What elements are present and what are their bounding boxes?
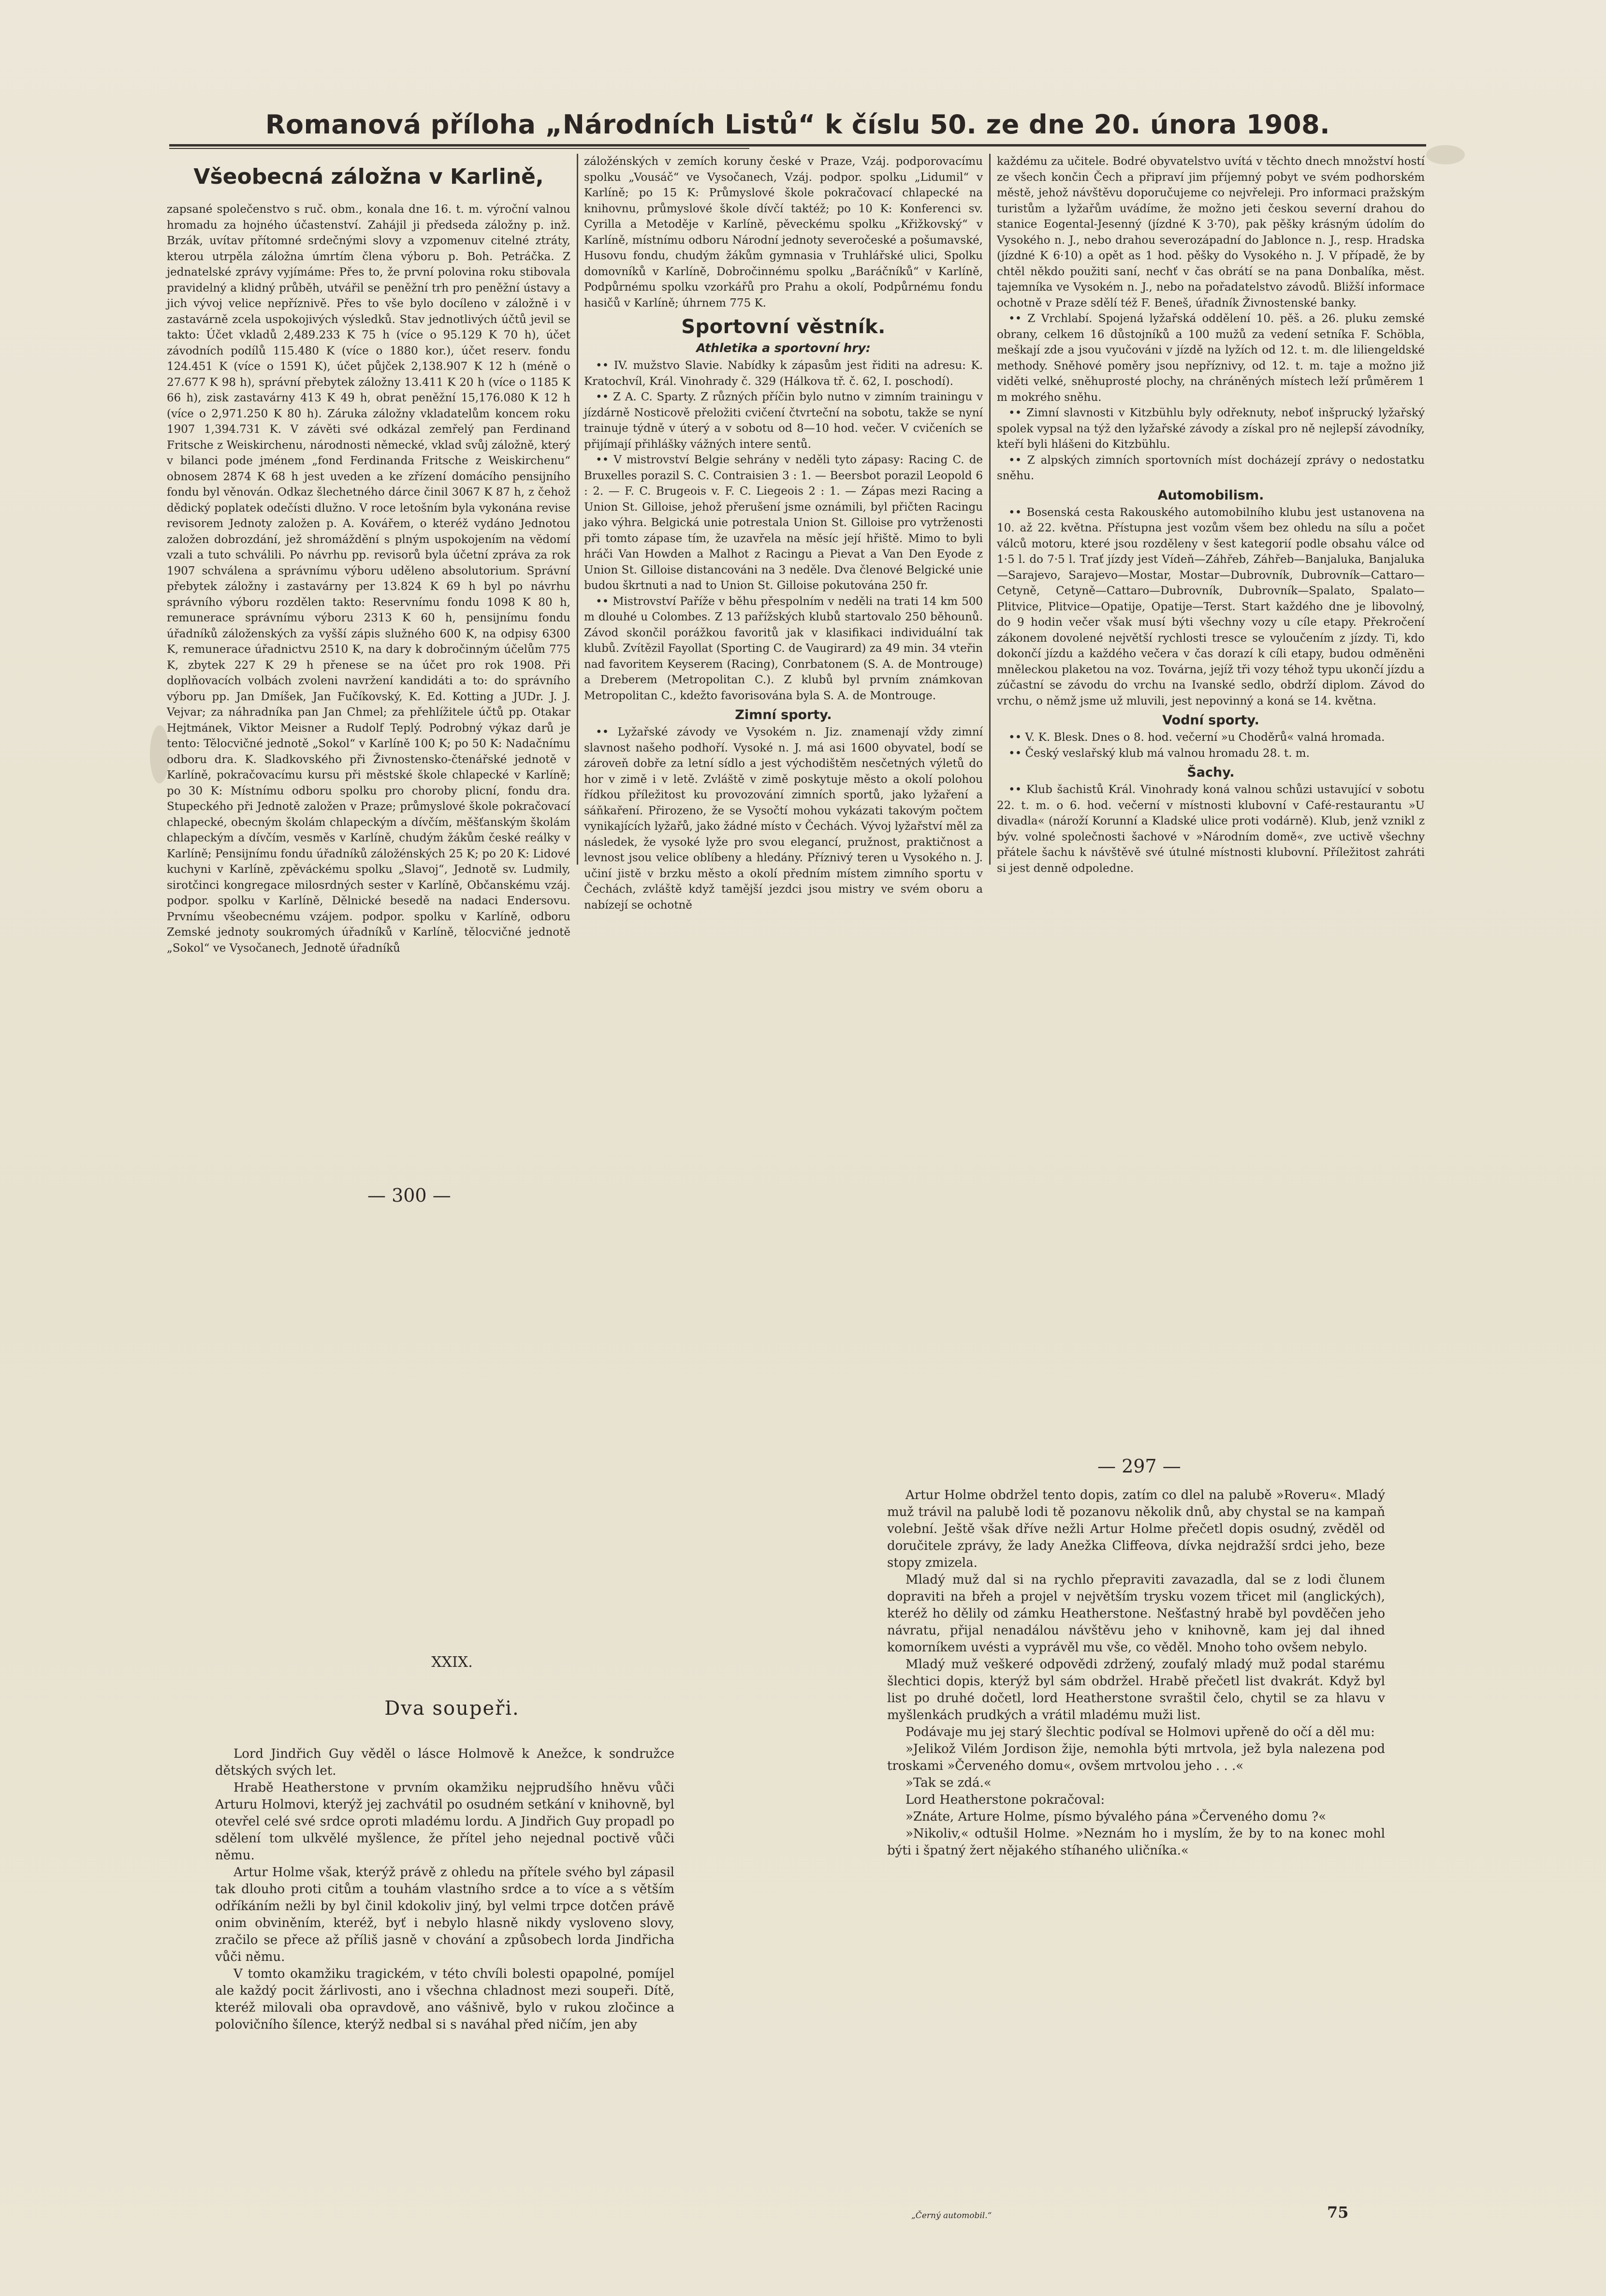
folio-right: — 297 — bbox=[1097, 1456, 1181, 1477]
news-item: •• Český veslařský klub má valnou hromadu 28. t. m. bbox=[1008, 747, 1310, 760]
novel-paragraph: Hrabě Heatherstone v prvním okamžiku nejprudšího hněvu vůči Arturu Holmovi, kterýž jej zachvátil po osudném setkání v knihovně, byl otevřel celé své srdce oproti mladému lordu. A Jindřich Guy propadl po sdělení tom ulkvělé myšlence, že přítel jeho nejednal poctivě vůči němu. bbox=[215, 1781, 674, 1863]
column-divider bbox=[989, 154, 991, 865]
novel-text-right bbox=[887, 1487, 1385, 2198]
news-item: •• Z Vrchlabí. Spojená lyžařská oddělení 10. pěš. a 26. pluku zemské obrany, celkem 16 důstojníků a 100 mužů za vedení setníka F. Schöbla, meškají zde a jsou vyučováni v jízdě na lyžích od 12. t. m. dle liliengeldské methody. Sněhové poměry jsou nepříznivy, od 12. t. m. taje a možno již viděti velké, sněhuprosté plochy, na chráněných místech leží průměrem 1 m mokrého sněhu. bbox=[997, 312, 1425, 404]
novel-paragraph: Artur Holme obdržel tento dopis, zatím co dlel na palubě »Roveru«. Mladý muž trávil na palubě lodi tě pozanovu několik dnů, aby chystal se na kampaň volební. Ještě však dříve nežli Artur Holme přečetl dopis osudný, zvěděl od doručitele zprávy, že lady Anežka Cliffeova, dívka nejdražší srdci jeho, beze stopy zmizela. bbox=[887, 1488, 1385, 1570]
news-item: •• Mistrovství Paříže v běhu přespolním v neděli na trati 14 km 500 m dlouhé u Colombes. Z 13 pařížských klubů startovalo 250 běhounů. Závod skončil porážkou favoritů jak v klasifikaci individuální tak klubů. Zvítězil Fayollat (Sporting C. de Vaugirard) za 49 min. 34 vteřin nad favoritem Keyserem (Racing), Conrbatonem (S. A. de Montrouge) a Dreberem (Metropolitan C.). Z klubů byl prvním známkovan Metropolitan C., kdežto favorisována byla S. A. de Montrouge. bbox=[584, 595, 983, 702]
novel-paragraph: V tomto okamžiku tragickém, v této chvíli bolesti opapolné, pomíjel ale každý pocit žárlivosti, ano i všechna chladnost mezi soupeři. Dítě, kteréž milovali oba opravdově, ano vášnivě, bylo v rukou zločince a polovičního šílence, kterýž nedbal si s naváhal před ničím, jen aby bbox=[215, 1967, 674, 2032]
article-paragraph: záložénských v zemích koruny české v Praze, Vzáj. podporovacímu spolku „Vousáč“ ve Vysočanech, Vzáj. podpor. spolku „Lidumil“ v Karlíně; po 15 K: Průmyslové škole pokračovací chlapecké na knihovnu, průmyslové škole dívčí taktéž; po 10 K: Konferenci sv. Cyrilla a Metoděje v Karlíně, pěveckému spolku „Křižkovský“ v Karlíně, místnímu odboru Národní jednoty severočeské a pošumavské, Husovu fondu, chudým žákům gymnasia v Truhlářské ulici, Spolku domovníků v Karlíně, Dobročinnému spolku „Baráčníků“ v Karlíně, Podpůrnému spolku vzorkářů pro Prahu a okolí, Podpůrnému fondu hasičů v Karlíně; úhrnem 775 K. bbox=[584, 155, 983, 309]
column-1 bbox=[167, 154, 570, 955]
running-title: „Černý automobil.“ bbox=[911, 2211, 992, 2221]
page-number: 75 bbox=[1327, 2203, 1349, 2222]
article-paragraph: zapsané společenstvo s ruč. obm., konala dne 16. t. m. výroční valnou hromadu za hojného účastenství. Zahájil ji předseda záložny p. inž. Brzák, uvítav přítomné srdečnými slovy a vzpomenuv citelné ztráty, kterou utrpěla záložna úmrtím člena výboru p. Boh. Petráčka. Z jednatelské zprávy vyjímáme: Přes to, že první polovina roku stibovala pravidelný a klidný průběh, utvářil se peněžní trh pro peněžní ústavy a jich vývoj velice nepříznivě. Přes to vše bylo docíleno v záložně i v zastavárně zcela uspokojivých výsledků. Stav jednotlivých účtů jevil se takto: Účet vkladů 2,489.233 K 75 h (více o 95.129 K 70 h), účet závodních podílů 115.480 K (více o 1880 kor.), účet reserv. fondu 124.451 K (více o 1591 K), účet půjček 2,138.907 K 12 h (méně o 27.677 K 98 h), správní přebytek záložny 13.411 K 20 h (více o 1185 K 66 h), zisk zastavárny 413 K 49 h, obrat peněžní 15,176.080 K 12 h (více o 2,971.250 K 80 h). Záruka záložny vkladatelům koncem roku 1907 1,394.731 K. V závěti své odkázal zemřelý pan Ferdinand Fritsche z Weiskirchenu, národnosti německé, vklad svůj záložně, který v bilanci pode jménem „fond Ferdinanda Fritsche z Weiskirchenu“ obnosem 2874 K 68 h jest uveden a ke zřízení domácího pensijního fondu byl věnován. Odkaz šlechetného dárce činil 3067 K 87 h, z čehož dědický poplatek odečísti dlužno. V roce letošním byla vykonána revise revisorem Jednoty založen p. A. Kovářem, o kteréž vydáno Jednotou založen dobrozdání, jež shromáždění s plným uspokojením na vědomí vzali a tuto schválili. Po návrhu pp. revisorů byla účetní zpráva za rok 1907 schválena a správnímu výboru uděleno absolutorium. Správní přebytek záložny i zastavárny per 13.824 K 69 h byl po návrhu správního výboru rozdělen takto: Reservnímu fondu 1098 K 80 h, remunerace správnímu výboru 2313 K 60 h, pensijnímu fondu úřadníků záloženských za vyšší zápis služného 600 K, na odpisy 6300 K, remunerace úřadnictvu 2510 K, na dary k dobročinným účelům 775 K, zbytek 227 K 29 h přenese se na účet pro rok 1908. Při doplňovacích volbách zvoleni navržení kandidáti a to: do správního výboru pp. Jan Dmíšek, Jan Fučíkovský, K. Ed. Kotting a JUDr. J. J. Vejvar; za náhradníka pan Jan Chmel; za přehlížitele účtů pp. Otakar Hejtmánek, Viktor Meisner a Rudolf Teplý. Podrobný výkaz darů je tento: Tělocvičné jednotě „Sokol“ v Karlíně 100 K; po 50 K: Nadačnímu odboru dra. K. Sladkovského při Živnostensko-čtenářské jednotě v Karlíně, pokračovacímu kursu při městské škole chlapecké v Karlíně; po 30 K: Místnímu odboru spolku pro choroby plicní, fondu dra. Stupeckého při Jednotě založen v Praze; průmyslové škole pokračovací chlapecké, obecným školám chlapeckým a dívčím, měšťanským školám chlapeckým a dívčím, vesměs v Karlíně, chudým žákům české reálky v Karlíně; Pensijnímu fondu úřadníků záložénských 25 K; po 20 K: Lidové kuchyni v Karlíně, zpěváckému spolku „Slavoj“, Jednotě sv. Ludmily, sirotčinci kongregace milosrdných sester v Karlíně, Občanskému vzáj. podpor. spolku v Karlíně, Dělnické besedě na nadaci Endersovu. Prvnímu všeobecnému vzájem. podpor. spolku v Karlíně, odboru Zemské jednoty soukromých úřadníků v Karlíně, tělocvičné jednotě „Sokol“ ve Vysočanech, Jednotě úřadníků bbox=[167, 203, 570, 955]
folio-left: — 300 — bbox=[367, 1185, 451, 1206]
novel-paragraph: »Znáte, Arture Holme, písmo bývalého pána »Červeného domu ?« bbox=[905, 1810, 1326, 1824]
novel-paragraph: »Jelikož Vilém Jordison žije, nemohla býti mrtvola, jež byla nalezena pod troskami »Červeného domu«, ovšem mrtvolou jeho . . .« bbox=[887, 1742, 1385, 1773]
column-2 bbox=[584, 154, 983, 912]
header-rule-thin bbox=[169, 148, 749, 149]
news-item: •• Z A. C. Sparty. Z různých příčin bylo nutno v zimním trainingu v jízdárně Nosticově přeložiti cvičení čtvrteční na sobotu, takže se nyní trainuje týdně v úterý a v sobotu od 8—10 hod. večer. V cvičeních se přijímají přihlášky vážných intere sentů. bbox=[584, 391, 983, 451]
novel-paragraph: Podávaje mu jej starý šlechtic podíval se Holmovi upřeně do očí a děl mu: bbox=[905, 1725, 1375, 1739]
novel-paragraph: »Nikoliv,« odtušil Holme. »Neznám ho i myslím, že by to na konec mohl býti i špatný žert nějakého stíhaného uličníka.« bbox=[887, 1826, 1385, 1858]
novel-text-left bbox=[215, 1746, 674, 2162]
novel-paragraph: Mladý muž veškeré odpovědi zdržený, zoufalý mladý muž podal starému šlechtici dopis, kterýž byl sám obdržel. Hrabě přečetl list dvakrát. Když byl list po druhé dočetl, lord Heatherstone svraštil čelo, chytil se za hlavu v myšlenkách prudkých a vrátil mladému muži list. bbox=[887, 1657, 1385, 1722]
chapter-number: XXIX. bbox=[431, 1654, 473, 1671]
news-item: •• IV. mužstvo Slavie. Nabídky k zápasům jest řiditi na adresu: K. Kratochvíl, Král. Vinohrady č. 329 (Hálkova tř. č. 62, I. poschodí). bbox=[584, 359, 983, 388]
section-subtitle: Šachy. bbox=[1187, 765, 1235, 780]
supplement-header bbox=[160, 107, 1436, 141]
news-item: •• Klub šachistů Král. Vinohrady koná valnou schůzi ustavující v sobotu 22. t. m. o 6. hod. večerní v místnosti klubovní v Café-restaurantu »U divadla« (nároží Korunní a Kladské ulice proti vodárně). Klub, jenž vznikl z býv. volné společnosti šachové v »Národním domě«, zve uctivě všechny přátele šachu k návštěvě své útulné místnosti klubovní. Příležitost zahráti si jest denně odpoledne. bbox=[997, 783, 1425, 875]
section-subtitle: Vodní sporty. bbox=[1162, 713, 1259, 728]
news-item: •• Bosenská cesta Rakouského automobilního klubu jest ustanovena na 10. až 22. května. Přístupna jest vozům všem bez ohledu na sílu a počet válců motoru, které jsou rozděleny v šest kategorií podle obsahu válce od 1·5 l. do 7·5 l. Trať jízdy jest Vídeň—Záhřeb, Záhřeb—Banjaluka, Banjaluka—Sarajevo, Sarajevo—Mostar, Mostar—Dubrovník, Dubrovník—Cattaro—Cetyně, Cetyně—Cattaro—Dubrovník, Dubrovník—Spalato, Spalato—Plitvice, Plitvice—Opatije, Opatije—Terst. Start každého dne je libovolný, do 9 hodin večer však musí býti všechny vozy u cíle etapy. Překročení zákonem dovolené největší rychlosti tresce se vyloučením z jízdy. Ti, kdo dokončí jízdu a každého večera v čas dorazí k cíli etapy, budou odměněni mněleckou plaketou na voz. Továrna, jejíž tři vozy téhož typu ukončí jízdu a zúčastní se závodu do vrchu na Ivanské sedlo, obdrží diplom. Závod do vrchu, o němž jsme už mluvili, jest nepovinný a koná se 14. května. bbox=[997, 506, 1425, 707]
chapter-title: Dva soupeři. bbox=[384, 1697, 520, 1720]
column-divider bbox=[577, 154, 578, 865]
column-3 bbox=[997, 154, 1425, 875]
novel-paragraph: Mladý muž dal si na rychlo přepraviti zavazadla, dal se z lodi člunem dopraviti na břeh a projel v největším trysku vozem třicet mil (anglických), kteréž ho dělily od zámku Heatherstone. Nešťastný hrabě byl povděčen jeho návratu, přijal nenadálou návštěvu jeho v knihovně, kam jej dal ihned komorníkem uvésti a vyprávěl mu vše, co věděl. Mnoho toho ovšem nebylo. bbox=[887, 1573, 1385, 1655]
news-item: každému za učitele. Bodré obyvatelstvo uvítá v těchto dnech množství hostí ze všech končin Čech a připraví jim příjemný pobyt ve svém podhorském městě, jehož návštěvu doporučujeme co nejvřeleji. Pro informaci pražským turistům a lyžařům uvádíme, že možno jeti českou severní drahou do stanice Eogental-Jesenný (jízdné K 3·70), pak pěšky krásným údolím do Vysokého n. J., nebo drahou severozápadní do Jablonce n. J., resp. Hradska (jízdné K 6·10) a opět as 1 hod. pěšky do Vysokého n. J. V případě, že by chtěl někdo použiti saní, nechť v čas obrátí se na pana Donbalíka, měst. tajemníka ve Vysokém n. J., nebo na pořadatelstvo závodů. Bližší informace ochotně v Praze sdělí též F. Beneš, úřadník Živnostenské banky. bbox=[997, 155, 1425, 309]
novel-paragraph: Lord Jindřich Guy věděl o lásce Holmově k Anežce, k sondružce dětských svých let. bbox=[215, 1747, 674, 1778]
news-item: •• V. K. Blesk. Dnes o 8. hod. večerní »u Choděrů« valná hromada. bbox=[1008, 731, 1385, 744]
section-subtitle: Athletika a sportovní hry: bbox=[696, 341, 871, 355]
header-rule bbox=[169, 144, 1426, 147]
novel-paragraph: Artur Holme však, kterýž právě z ohledu na přítele svého byl zápasil tak dlouho proti citům a touhám vlastního srdce a to více a s větším odříkáním nežli by byl činil kdokoliv jiný, byl velmi trpce dotčen právě onim obviněním, kteréž, byť i nebylo hlasně nikdy vysloveno slovy, zračilo se přece až příliš jasně v chování a způsobech lorda Jindřicha vůči němu. bbox=[215, 1865, 674, 1964]
novel-paragraph: »Tak se zdá.« bbox=[905, 1776, 992, 1790]
news-item: •• Zimní slavnosti v Kitzbühlu byly odřeknuty, neboť inšprucký lyžařský spolek vypsal na týž den lyžařské závody a získal pro ně nejlepší závodníky, kteří byli hlášeni do Kitzbühlu. bbox=[997, 407, 1425, 451]
ink-stain bbox=[150, 725, 169, 783]
news-item: •• Lyžařské závody ve Vysokém n. Jiz. znamenají vždy zimní slavnost našeho podhoří. Vysoké n. J. má asi 1600 obyvatel, bodí se zároveň dobře za letní sídlo a jest východištěm nesčetných výletů do hor v zimě i v letě. Zvláště v zimě poskytuje město a okolí polohou řídkou příležitost ku provozování zimních sportů, jako lyžaření a sáňkaření. Přirozeno, že se Vysočtí mohou vykázati takovým počtem vynikajících lyžařů, jako žádné místo v Čechách. Vývoj lyžařství měl za následek, že vysoké lyže pro svou elegancí, pružnost, praktičnost a levnost jsou velice oblíbeny a hledány. Příznivý teren u Vysokého n. J. učiní jistě v brzku město a okolí předním místem zimního sportu v Čechách, zvláště když tamější jezdci jsou mistry ve svém oboru a nabízejí se ochotně bbox=[584, 726, 983, 912]
news-item: •• Z alpských zimních sportovních míst docházejí zprávy o nedostatku sněhu. bbox=[997, 454, 1425, 482]
header-title: Romanová příloha „Národních Listů“ k číslu 50. ze dne 20. února 1908. bbox=[265, 109, 1330, 140]
section-title: Sportovní věstník. bbox=[681, 316, 886, 338]
section-subtitle: Zimní sporty. bbox=[735, 707, 832, 722]
novel-paragraph: Lord Heatherstone pokračoval: bbox=[905, 1793, 1105, 1807]
news-item: •• V mistrovství Belgie sehrány v neděli tyto zápasy: Racing C. de Bruxelles porazil S. C. Contraisien 3 : 1. — Beersbot porazil Leopold 6 : 2. — F. C. Brugeois v. F. C. Liegeois 2 : 1. — Zápas mezi Racing a Union St. Gilloise, jehož přerušení jsme oznámili, byl přičten Racingu jako výhra. Belgická unie potrestala Union St. Gilloise pro vytrženosti při tomto zápase tím, že uzavřela na měsíc její hřiště. Mimo to byli hráči Van Howden a Malhot z Racingu a Pievat a Van Den Eyode z Union St. Gilloise distancováni na 3 neděle. Dva členové Belgické unie budou škrtnuti a nad to Union St. Gilloise pokutována 250 fr. bbox=[584, 454, 983, 592]
section-subtitle: Automobilism. bbox=[1157, 487, 1264, 503]
article-title: Všeobecná záložna v Karlině, bbox=[193, 164, 544, 189]
ink-stain bbox=[1426, 145, 1465, 164]
